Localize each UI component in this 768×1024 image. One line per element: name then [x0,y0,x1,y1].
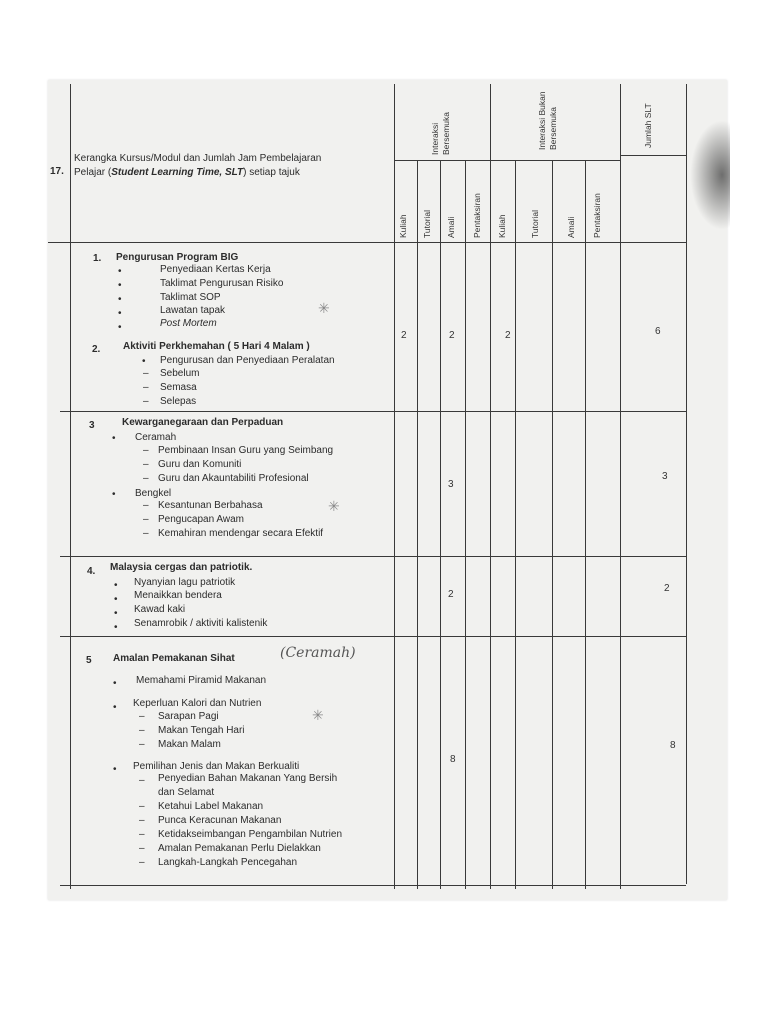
subcol-kuliah-2: Kuliah [497,214,507,238]
scan-shadow [690,120,730,230]
section-1-kuliah-2: 2 [505,330,511,341]
subcol-tutorial-2: Tutorial [530,209,540,238]
section-3-amali: 3 [448,479,454,490]
header-title-line2: Pelajar (Student Learning Time, SLT) setiap tajuk [74,167,300,178]
handwritten-note: (Ceramah) [280,645,356,661]
header-title-line1: Kerangka Kursus/Modul dan Jumlah Jam Pembelajaran [74,153,322,164]
asterisk-mark: ✳ [328,498,340,514]
header-group1: Interaksi Bersemuka [430,112,451,155]
subcol-amali-1: Amali [446,216,456,238]
section-3-title: Kewarganegaraan dan Perpaduan [122,417,284,428]
section-1-total: 6 [655,326,661,337]
section-4-amali: 2 [448,589,454,600]
header-total: Jumlah SLT [643,103,653,148]
subcol-tutorial-1: Tutorial [422,209,432,238]
section-3-total: 3 [662,471,668,482]
section-5-total: 8 [670,740,676,751]
section-5-title: Amalan Pemakanan Sihat [113,653,235,664]
asterisk-mark: ✳ [318,300,330,316]
section-1-amali: 2 [449,330,455,341]
row-number: 17. [50,166,64,177]
section-4-total: 2 [664,583,670,594]
section-1-kuliah: 2 [401,330,407,341]
header-group2: Interaksi Bukan Bersemuka [537,91,558,150]
subcol-kuliah-1: Kuliah [398,214,408,238]
subcol-amali-2: Amali [566,216,576,238]
section-5-amali: 8 [450,754,456,765]
section-4-title: Malaysia cergas dan patriotik. [110,562,253,573]
subcol-pentaksiran-2: Pentaksiran [592,193,602,238]
asterisk-mark: ✳ [312,707,324,723]
subcol-pentaksiran-1: Pentaksiran [472,193,482,238]
section-2-title: Aktiviti Perkhemahan ( 5 Hari 4 Malam ) [123,341,310,352]
section-1-title: Pengurusan Program BIG [116,252,239,263]
